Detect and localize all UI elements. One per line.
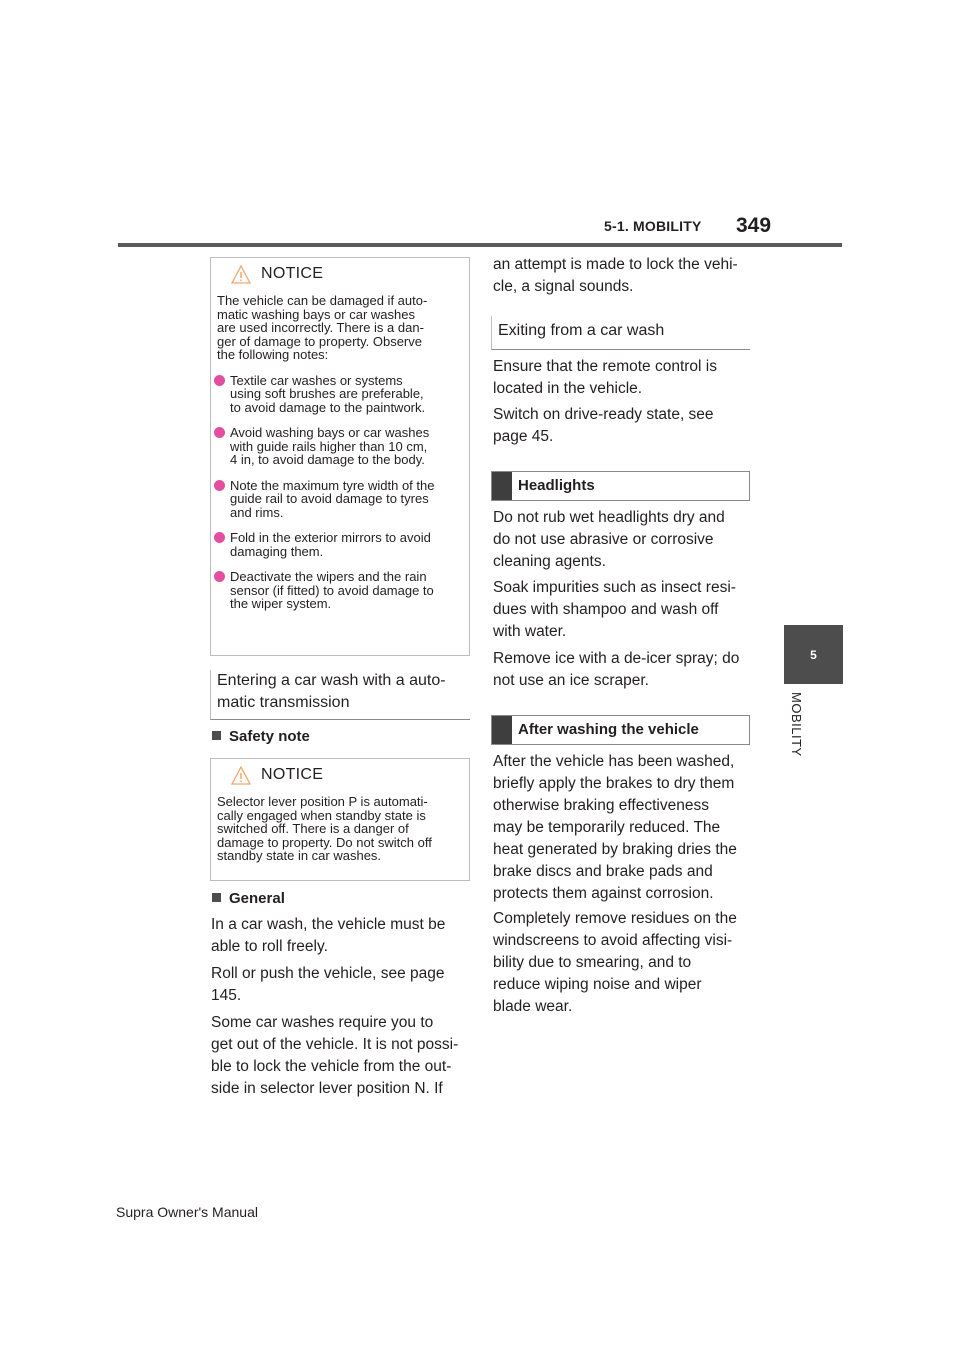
notice-title: NOTICE bbox=[261, 766, 324, 783]
chapter-side-label bbox=[762, 692, 832, 762]
chapter-number: 5 bbox=[810, 647, 817, 662]
notice-text: Selector lever position P is automati- cally engaged when standby state is switched off. There is a danger of damage to property. Do not switch off standby state in car washes. bbox=[217, 794, 432, 863]
notice-box-car-wash bbox=[210, 257, 470, 656]
notice-bullet: Fold in the exterior mirrors to avoid damaging them. bbox=[211, 531, 469, 558]
heading-headlights: Headlights bbox=[491, 471, 750, 501]
footer-manual-title: Supra Owner's Manual bbox=[116, 1204, 258, 1220]
heading-tab-block bbox=[492, 472, 512, 500]
square-bullet-icon bbox=[212, 893, 221, 902]
notice-intro: The vehicle can be damaged if auto- matic washing bays or car washes are used incorrectly. There is a dan- ger of damage to property. Observe the following notes: bbox=[217, 293, 428, 362]
paragraph-remote-control: Ensure that the remote control is located in the vehicle. bbox=[493, 358, 718, 397]
notice-bullet: Note the maximum tyre width of the guide rail to avoid damage to tyres and rims. bbox=[211, 479, 469, 520]
heading-after-washing: After washing the vehicle bbox=[491, 715, 750, 745]
subheading-entering-car-wash: Entering a car wash with a auto- matic transmission bbox=[210, 670, 470, 720]
bullet-dot-icon bbox=[214, 571, 225, 582]
chapter-name: MOBILITY bbox=[789, 692, 804, 757]
section-title: 5-1. MOBILITY bbox=[604, 218, 702, 234]
chapter-tab bbox=[784, 625, 843, 684]
page-number: 349 bbox=[736, 214, 772, 237]
paragraph-headlights-soak: Soak impurities such as insect resi- dues with shampoo and wash off with water. bbox=[493, 579, 736, 640]
bullet-dot-icon bbox=[214, 480, 225, 491]
general-heading: General bbox=[212, 890, 285, 907]
subheading-exiting-car-wash: Exiting from a car wash bbox=[491, 316, 750, 350]
paragraph-roll-freely: In a car wash, the vehicle must be able to roll freely. bbox=[211, 916, 446, 955]
notice-bullet: Deactivate the wipers and the rain sensor (if fitted) to avoid damage to the wiper system. bbox=[211, 570, 469, 611]
bullet-dot-icon bbox=[214, 427, 225, 438]
warning-triangle-icon bbox=[231, 766, 251, 785]
bullet-dot-icon bbox=[214, 532, 225, 543]
header-rule bbox=[118, 243, 842, 247]
warning-triangle-icon bbox=[231, 265, 251, 284]
paragraph-headlights-rub: Do not rub wet headlights dry and do not use abrasive or corrosive cleaning agents. bbox=[493, 509, 725, 570]
paragraph-roll-push: Roll or push the vehicle, see page 145. bbox=[211, 965, 445, 1004]
square-bullet-icon bbox=[212, 731, 221, 740]
notice-bullet: Textile car washes or systems using soft brushes are preferable, to avoid damage to the paintwork. bbox=[211, 374, 469, 415]
notice-bullet: Avoid washing bays or car washes with guide rails higher than 10 cm, 4 in, to avoid damage to the body. bbox=[211, 426, 469, 467]
heading-tab-block bbox=[492, 716, 512, 744]
safety-note-heading: Safety note bbox=[212, 728, 310, 745]
bullet-dot-icon bbox=[214, 375, 225, 386]
paragraph-continuation: an attempt is made to lock the vehi- cle, a signal sounds. bbox=[493, 256, 738, 295]
paragraph-get-out: Some car washes require you to get out of the vehicle. It is not possi- ble to lock the vehicle from the out- side in selector lever position N. If bbox=[211, 1014, 459, 1097]
paragraph-headlights-ice: Remove ice with a de-icer spray; do not use an ice scraper. bbox=[493, 650, 740, 689]
notice-title: NOTICE bbox=[261, 265, 324, 282]
notice-box-selector-lever bbox=[210, 758, 470, 881]
paragraph-drive-ready: Switch on drive-ready state, see page 45. bbox=[493, 406, 714, 445]
paragraph-brakes: After the vehicle has been washed, briefly apply the brakes to dry them otherwise braking effectiveness may be temporarily reduced. The heat generated by braking dries the brake discs and brake pads and protects them against corrosion. bbox=[493, 753, 737, 902]
paragraph-windscreens: Completely remove residues on the windscreens to avoid affecting visi- bility due to smearing, and to reduce wiping noise and wiper blade wear. bbox=[493, 910, 737, 1015]
